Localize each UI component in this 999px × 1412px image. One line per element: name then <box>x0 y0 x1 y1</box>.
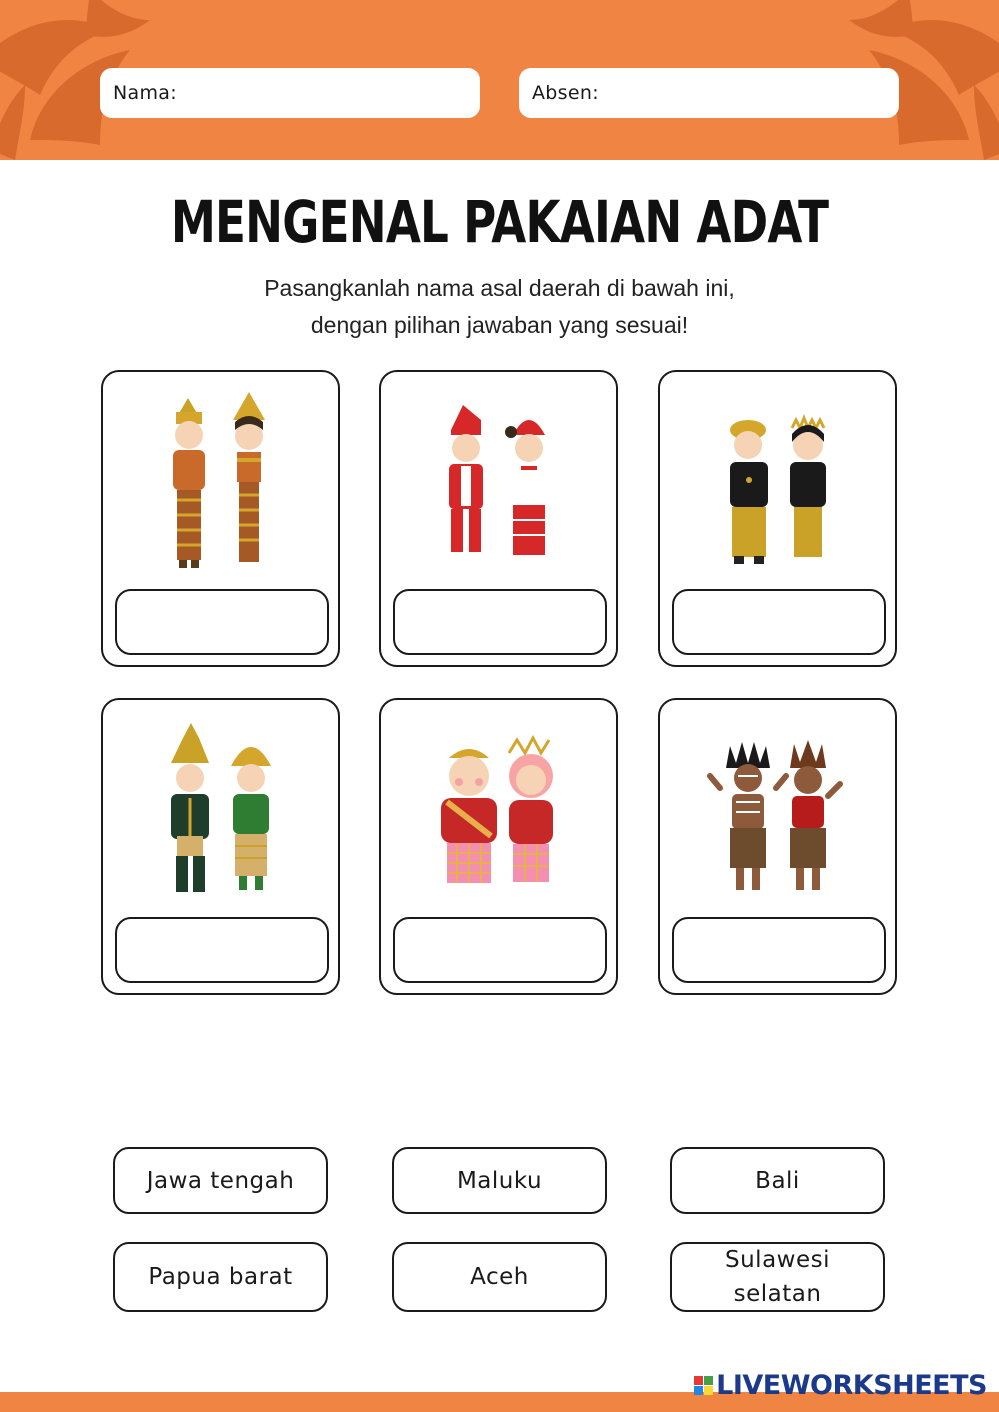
answer-box-5[interactable] <box>393 917 607 983</box>
maluku-costume-illustration <box>421 718 576 903</box>
absen-label: Absen: <box>532 82 599 104</box>
option-maluku[interactable]: Maluku <box>392 1147 607 1214</box>
absen-input[interactable] <box>605 67 899 119</box>
answer-box-3[interactable] <box>672 589 886 655</box>
jawa-costume-illustration <box>700 390 855 575</box>
costume-card-4 <box>101 698 340 995</box>
costume-card-5 <box>379 698 618 995</box>
answer-box-2[interactable] <box>393 589 607 655</box>
option-aceh[interactable]: Aceh <box>392 1242 607 1312</box>
page-title: MENGENAL PAKAIAN ADAT <box>170 188 829 256</box>
costume-card-6 <box>658 698 897 995</box>
sulawesi-costume-illustration <box>421 390 576 575</box>
page-header <box>0 0 999 160</box>
aceh-costume-illustration <box>143 718 298 903</box>
costume-card-3 <box>658 370 897 667</box>
costume-card-1 <box>101 370 340 667</box>
answer-box-6[interactable] <box>672 917 886 983</box>
papua-costume-illustration <box>700 718 855 903</box>
bali-costume-illustration <box>143 390 298 575</box>
option-sulawesi-selatan[interactable]: Sulawesi selatan <box>670 1242 885 1312</box>
nama-field[interactable] <box>100 68 480 118</box>
nama-input[interactable] <box>183 67 480 119</box>
costume-card-2 <box>379 370 618 667</box>
instruction-line-1: Pasangkanlah nama asal daerah di bawah ini, <box>264 275 735 301</box>
answer-box-1[interactable] <box>115 589 329 655</box>
option-bali[interactable]: Bali <box>670 1147 885 1214</box>
answer-box-4[interactable] <box>115 917 329 983</box>
absen-field[interactable] <box>519 68 899 118</box>
option-papua-barat[interactable]: Papua barat <box>113 1242 328 1312</box>
nama-label: Nama: <box>113 82 177 104</box>
liveworksheets-brand[interactable] <box>694 1370 987 1401</box>
option-jawa-tengah[interactable]: Jawa tengah <box>113 1147 328 1214</box>
liveworksheets-logo-icon <box>694 1376 713 1395</box>
brand-name: LIVEWORKSHEETS <box>716 1370 987 1401</box>
instruction-line-2: dengan pilihan jawaban yang sesuai! <box>310 312 689 338</box>
